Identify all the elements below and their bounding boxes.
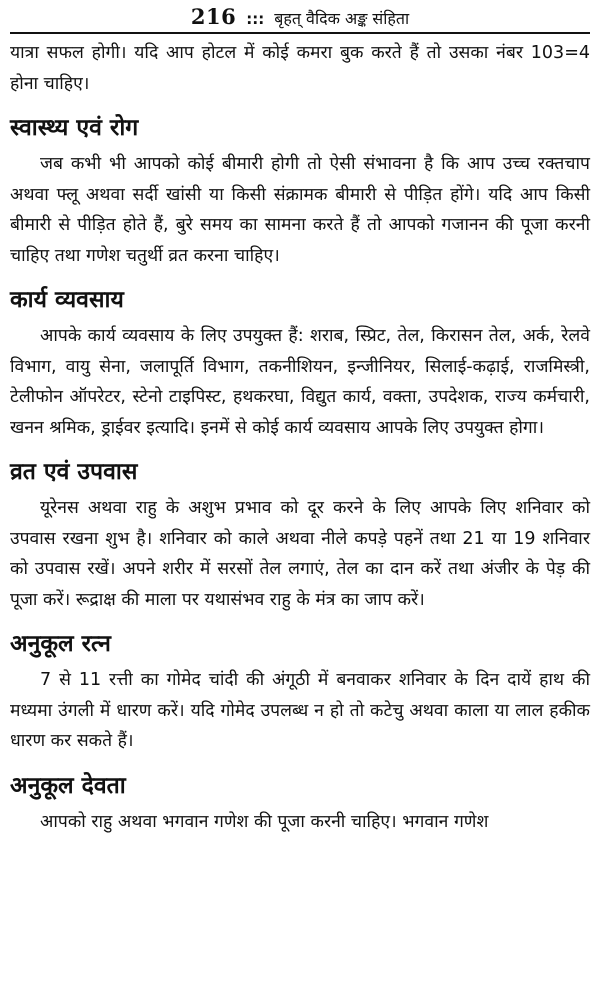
- heading-occupation: कार्य व्यवसाय: [10, 287, 124, 313]
- heading-deity: अनुकूल देवता: [10, 772, 126, 799]
- paragraph-health: जब कभी भी आपको कोई बीमारी होगी तो ऐसी संभावना है कि आप उच्च रक्तचाप अथवा फ्लू अथवा सर्दी खांसी या किसी संक्रामक बीमारी से पीड़ित होंगे। यदि आप किसी बीमारी से पीड़ित होते हैं, बुरे समय का सामना करते हैं तो आपको गजानन की पूजा करनी चाहिए तथा गणेश चतुर्थी व्रत करना चाहिए।: [10, 154, 590, 266]
- intro-paragraph: यात्रा सफल होगी। यदि आप होटल में कोई कमरा बुक करते हैं तो उसका नंबर 103=4 होना चाहिए।: [10, 43, 590, 94]
- header-separator: :::: [246, 10, 265, 28]
- paragraph-deity: आपको राहु अथवा भगवान गणेश की पूजा करनी चाहिए। भगवान गणेश: [40, 811, 489, 832]
- paragraph-occupation: आपके कार्य व्यवसाय के लिए उपयुक्त हैं: शराब, स्प्रिट, तेल, किरासन तेल, अर्क, रेलवे विभाग, वायु सेना, जलापूर्ति विभाग, तकनीशियन, इन्जीनियर, सिलाई-कढ़ाई, राजमिस्त्री, टेलीफोन ऑपरेटर, स्टेनो टाइपिस्ट, हथकरघा, विद्युत कार्य, वक्ता, उपदेशक, राज्य कर्मचारी, खनन श्रमिक, ड्राईवर इत्यादि। इनमें से कोई कार्य व्यवसाय आपके लिए उपयुक्त होगा।: [10, 326, 590, 438]
- heading-fasting: व्रत एवं उपवास: [10, 459, 138, 485]
- paragraph-fasting: यूरेनस अथवा राहु के अशुभ प्रभाव को दूर करने के लिए आपके लिए शनिवार को उपवास रखना शुभ है। शनिवार को काले अथवा नीले कपड़े पहनें तथा 21 या 19 शनिवार को उपवास रखें। अपने शरीर में सरसों तेल लगाएं, तेल का दान करें तथा अंजीर के पेड़ की पूजा करें। रूद्राक्ष की माला पर यथासंभव राहु के मंत्र का जाप करें।: [10, 498, 590, 610]
- page-header: [10, 0, 590, 34]
- heading-gemstone: अनुकूल रत्न: [10, 631, 111, 657]
- page-number: 216: [190, 4, 237, 29]
- heading-health: स्वास्थ्य एवं रोग: [10, 115, 139, 141]
- running-title: बृहत् वैदिक अङ्क संहिता: [274, 9, 410, 28]
- paragraph-gemstone: 7 से 11 रत्ती का गोमेद चांदी की अंगूठी में बनवाकर शनिवार के दिन दायें हाथ की मध्यमा उंगली में धारण करें। यदि गोमेद उपलब्ध न हो तो कटेचु अथवा काला या लाल हकीक धारण कर सकते हैं।: [10, 670, 590, 751]
